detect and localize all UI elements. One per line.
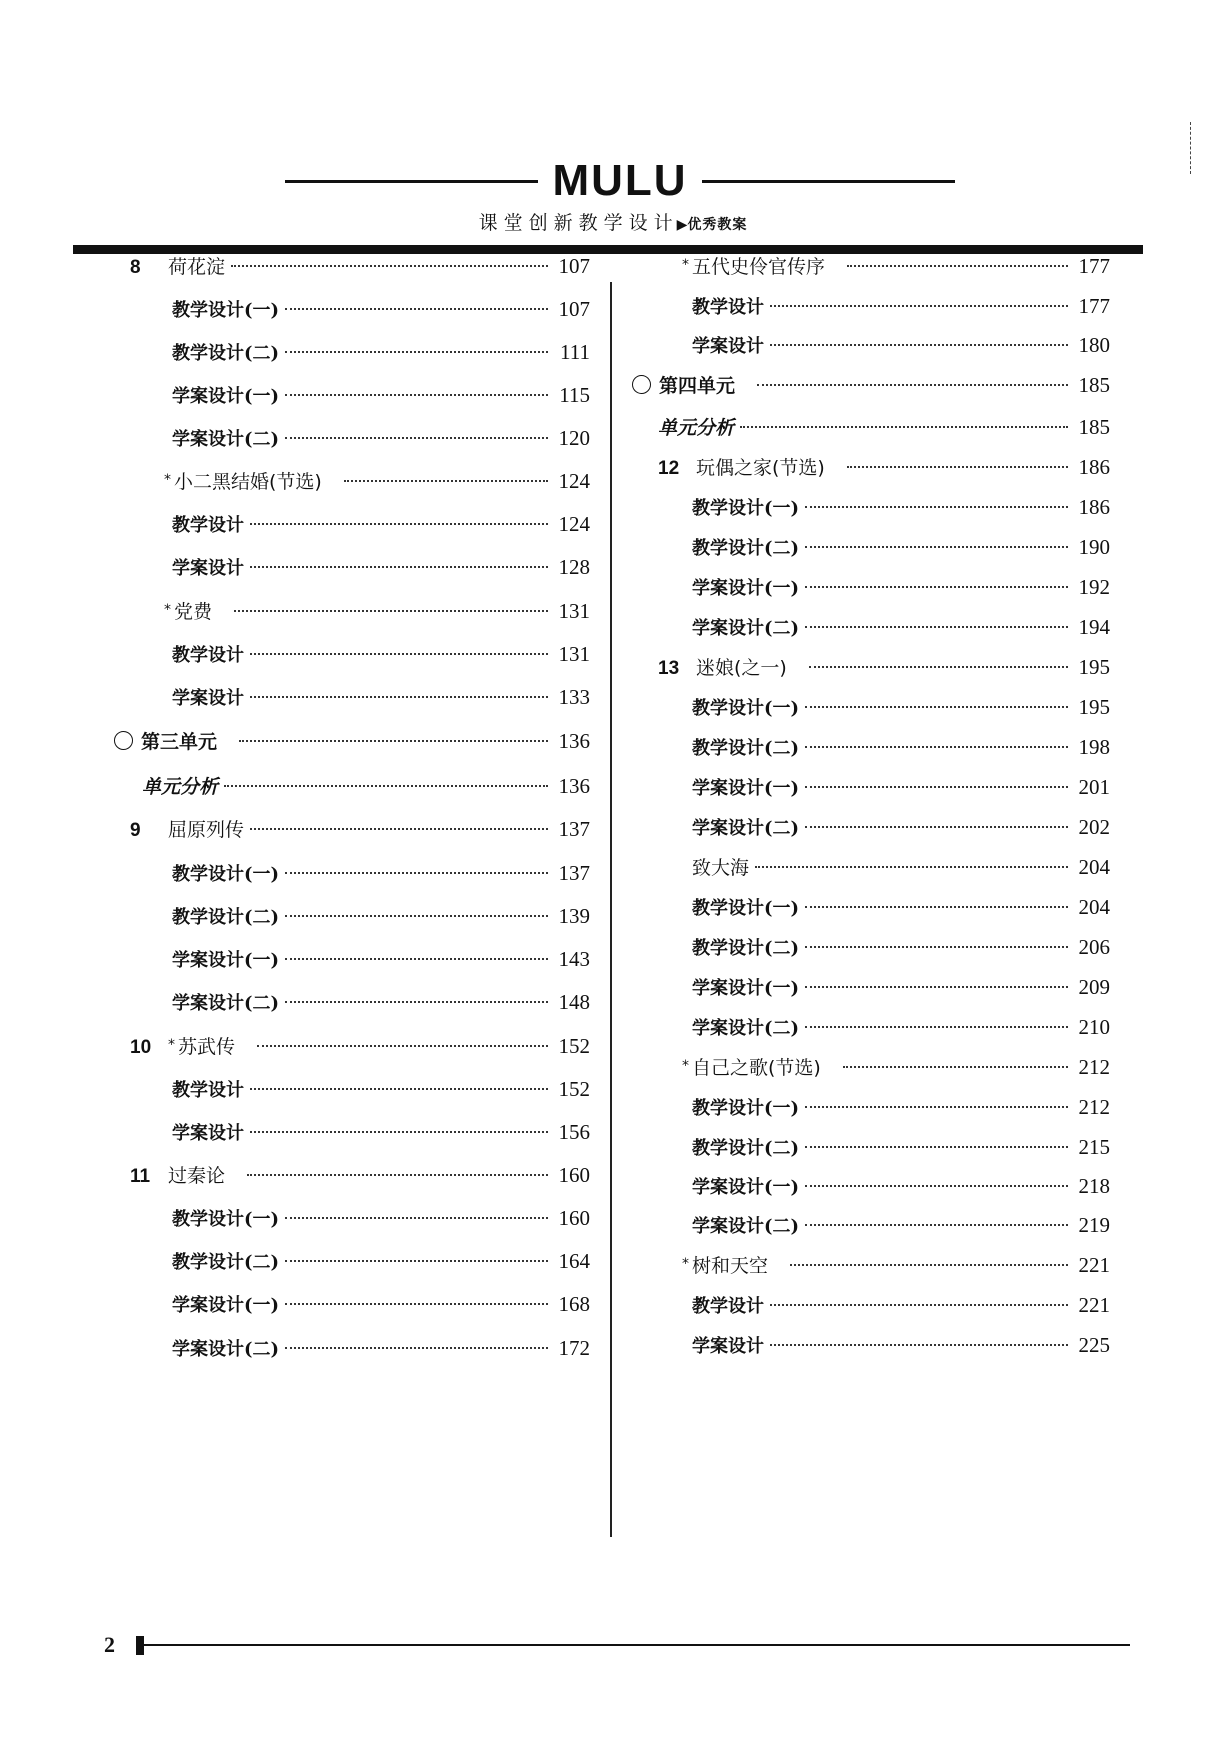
entry-title: 教学设计(二)	[692, 938, 800, 959]
toc-entry[interactable]	[692, 1171, 1110, 1201]
toc-entry[interactable]	[692, 812, 1110, 842]
entry-title: 学案设计(二)	[692, 1216, 800, 1237]
dot-leader	[770, 1344, 1068, 1346]
toc-entry[interactable]	[682, 1250, 1110, 1280]
page-ref: 156	[558, 1120, 590, 1144]
dot-leader	[239, 740, 548, 742]
dot-leader	[285, 915, 548, 917]
toc-entry[interactable]	[172, 901, 590, 931]
dot-leader	[770, 305, 1068, 307]
page-ref: 131	[558, 642, 590, 666]
entry-title: 党费	[174, 601, 213, 623]
entry-title: 学案设计(一)	[692, 978, 800, 999]
entry-title: 学案设计	[172, 688, 244, 709]
dot-leader	[250, 696, 548, 698]
toc-entry[interactable]	[172, 1074, 590, 1104]
toc-entry[interactable]	[692, 1330, 1110, 1360]
dot-leader	[257, 1045, 548, 1047]
dot-leader	[805, 1224, 1068, 1226]
dot-leader	[285, 308, 548, 310]
toc-entry[interactable]	[172, 944, 590, 974]
page-ref: 107	[558, 254, 590, 278]
toc-entry[interactable]	[172, 1333, 590, 1363]
toc-entry[interactable]	[692, 892, 1110, 922]
entry-title: 学案设计(一)	[692, 778, 800, 799]
page-ref: 221	[1078, 1293, 1110, 1317]
entry-title: 荷花淀	[168, 256, 226, 278]
toc-entry[interactable]	[172, 552, 590, 582]
dot-leader	[247, 1174, 548, 1176]
page-ref: 225	[1078, 1333, 1110, 1357]
dot-leader	[285, 351, 548, 353]
entry-title: 致大海	[692, 857, 750, 879]
optional-reading-marker: *	[164, 602, 171, 618]
toc-entry[interactable]	[172, 380, 590, 410]
toc-entry[interactable]	[172, 1203, 590, 1233]
dot-leader	[285, 1303, 548, 1305]
entry-title: 迷娘(之一)	[696, 657, 787, 679]
toc-entry[interactable]	[164, 466, 590, 496]
dot-leader	[250, 1088, 548, 1090]
toc-entry[interactable]	[658, 452, 1110, 482]
entry-title: 学案设计(一)	[172, 1295, 280, 1316]
triangle-arrow-icon: ▶	[676, 217, 688, 233]
page-ref: 111	[560, 340, 590, 364]
series-tag: 优秀教案	[687, 217, 748, 233]
entry-title: 学案设计(一)	[172, 950, 280, 971]
toc-entry[interactable]	[692, 932, 1110, 962]
entry-title: 学案设计(二)	[692, 1018, 800, 1039]
entry-title: 学案设计	[172, 558, 244, 579]
page-ref: 212	[1078, 1095, 1110, 1119]
lesson-number: 9	[130, 820, 141, 841]
dot-leader	[224, 785, 548, 787]
page-ref: 202	[1078, 815, 1110, 839]
entry-title: 教学设计	[692, 1296, 764, 1317]
entry-title: 教学设计(一)	[172, 864, 280, 885]
entry-title: 教学设计(二)	[692, 1138, 800, 1159]
dot-leader	[805, 826, 1068, 828]
dot-leader	[231, 265, 548, 267]
page-title: MULU	[552, 156, 688, 205]
dot-leader	[805, 746, 1068, 748]
page-ref: 180	[1078, 333, 1110, 357]
title-row	[285, 158, 955, 204]
title-rule-left	[285, 180, 538, 183]
dot-leader	[805, 626, 1068, 628]
page-ref: 186	[1078, 495, 1110, 519]
dot-leader	[809, 666, 1068, 668]
entry-title: 学案设计(一)	[692, 1177, 800, 1198]
circle-bullet-icon	[114, 731, 133, 750]
toc-entry[interactable]	[172, 1289, 590, 1319]
entry-title: 教学设计(二)	[172, 343, 280, 364]
toc-entry[interactable]	[682, 1052, 1110, 1082]
dot-leader	[805, 786, 1068, 788]
page-ref: 204	[1078, 855, 1110, 879]
page-ref: 195	[1078, 695, 1110, 719]
page-ref: 160	[558, 1163, 590, 1187]
entry-title: 小二黑结婚(节选)	[174, 471, 322, 493]
dot-leader	[805, 1146, 1068, 1148]
page-ref: 209	[1078, 975, 1110, 999]
page-ref: 177	[1078, 254, 1110, 278]
entry-title: 教学设计(二)	[172, 1252, 280, 1273]
dot-leader	[755, 866, 1068, 868]
entry-title: 教学设计(二)	[172, 907, 280, 928]
dot-leader	[344, 480, 548, 482]
dot-leader	[285, 1217, 548, 1219]
entry-title: 学案设计(二)	[692, 818, 800, 839]
toc-entry[interactable]	[172, 682, 590, 712]
toc-entry[interactable]	[692, 1092, 1110, 1122]
entry-title: 教学设计(二)	[692, 738, 800, 759]
page-ref: 139	[558, 904, 590, 928]
toc-entry[interactable]	[692, 972, 1110, 1002]
page-ref: 152	[558, 1034, 590, 1058]
page-ref: 221	[1078, 1253, 1110, 1277]
toc-entry[interactable]	[172, 1117, 590, 1147]
page-ref: 190	[1078, 535, 1110, 559]
page-ref: 124	[558, 512, 590, 536]
page-ref: 115	[559, 383, 590, 407]
dot-leader	[285, 1260, 548, 1262]
dot-leader	[285, 437, 548, 439]
lesson-number: 10	[130, 1037, 152, 1058]
dot-leader	[285, 872, 548, 874]
page-ref: 124	[558, 469, 590, 493]
toc-entry[interactable]	[172, 337, 590, 367]
toc-entry[interactable]	[682, 251, 1110, 281]
toc-entry[interactable]	[172, 858, 590, 888]
entry-title: 学案设计(一)	[172, 386, 280, 407]
page-ref: 137	[558, 817, 590, 841]
dot-leader	[250, 1131, 548, 1133]
page-ref: 201	[1078, 775, 1110, 799]
dot-leader	[250, 523, 548, 525]
page-ref: 185	[1078, 415, 1110, 439]
dot-leader	[770, 1304, 1068, 1306]
optional-reading-marker: *	[164, 472, 171, 488]
page-ref: 204	[1078, 895, 1110, 919]
page-ref: 131	[558, 599, 590, 623]
toc-entry[interactable]	[172, 639, 590, 669]
dot-leader	[843, 1066, 1068, 1068]
page-ref: 107	[558, 297, 590, 321]
toc-entry[interactable]	[692, 572, 1110, 602]
entry-title: 第三单元	[141, 731, 218, 753]
dot-leader	[770, 344, 1068, 346]
toc-entry[interactable]	[692, 1132, 1110, 1162]
dot-leader	[805, 946, 1068, 948]
page-ref: 195	[1078, 655, 1110, 679]
toc-entry[interactable]	[692, 532, 1110, 562]
toc-entry[interactable]	[130, 1031, 590, 1061]
toc-entry[interactable]	[692, 852, 1110, 882]
dot-leader	[847, 466, 1068, 468]
dot-leader	[234, 610, 548, 612]
dot-leader	[285, 1347, 548, 1349]
toc-entry[interactable]	[658, 412, 1110, 442]
dot-leader	[805, 906, 1068, 908]
entry-title: 学案设计(二)	[172, 993, 280, 1014]
entry-title: 玩偶之家(节选)	[696, 457, 825, 479]
page-ref: 160	[558, 1206, 590, 1230]
toc-entry[interactable]	[692, 1290, 1110, 1320]
entry-title: 学案设计	[692, 1336, 764, 1357]
entry-title: 教学设计(一)	[692, 698, 800, 719]
dot-leader	[790, 1264, 1068, 1266]
toc-entry[interactable]	[692, 732, 1110, 762]
page-ref: 164	[558, 1249, 590, 1273]
toc-entry[interactable]	[130, 814, 590, 844]
toc-entry[interactable]	[692, 1012, 1110, 1042]
page-ref: 206	[1078, 935, 1110, 959]
page-ref: 186	[1078, 455, 1110, 479]
lesson-number: 8	[130, 257, 141, 278]
optional-reading-marker: *	[168, 1037, 175, 1053]
entry-title: 五代史伶官传序	[692, 256, 826, 278]
dot-leader	[847, 265, 1068, 267]
entry-title: 第四单元	[659, 375, 736, 397]
footer-square-marker	[136, 1636, 144, 1655]
toc-entry[interactable]	[692, 692, 1110, 722]
toc-entry[interactable]	[172, 987, 590, 1017]
lesson-number: 12	[658, 458, 680, 479]
page-ref: 192	[1078, 575, 1110, 599]
footer-rule	[144, 1644, 1130, 1646]
toc-entry[interactable]	[172, 294, 590, 324]
entry-title: 教学设计(二)	[692, 538, 800, 559]
entry-title: 过秦论	[168, 1165, 226, 1187]
entry-title: 单元分析	[658, 417, 735, 439]
dot-leader	[757, 384, 1068, 386]
page-ref: 185	[1078, 373, 1110, 397]
entry-title: 教学设计(一)	[172, 1209, 280, 1230]
toc-entry[interactable]	[114, 726, 590, 756]
entry-title: 学案设计(二)	[172, 1339, 280, 1360]
column-divider	[610, 282, 612, 1537]
page-ref: 128	[558, 555, 590, 579]
circle-bullet-icon	[632, 375, 651, 394]
toc-entry[interactable]	[142, 771, 590, 801]
entry-title: 教学设计(一)	[692, 498, 800, 519]
page-ref: 219	[1078, 1213, 1110, 1237]
entry-title: 学案设计(一)	[692, 578, 800, 599]
toc-entry[interactable]	[172, 423, 590, 453]
page-ref: 148	[558, 990, 590, 1014]
entry-title: 自己之歌(节选)	[692, 1057, 821, 1079]
optional-reading-marker: *	[682, 257, 689, 273]
scan-margin-mark	[1190, 122, 1191, 174]
optional-reading-marker: *	[682, 1256, 689, 1272]
dot-leader	[740, 426, 1068, 428]
entry-title: 学案设计	[172, 1123, 244, 1144]
page-ref: 215	[1078, 1135, 1110, 1159]
page-ref: 136	[558, 774, 590, 798]
page-footer	[100, 1630, 1130, 1660]
dot-leader	[285, 1001, 548, 1003]
page-ref: 152	[558, 1077, 590, 1101]
entry-title: 单元分析	[142, 776, 219, 798]
toc-entry[interactable]	[130, 1160, 590, 1190]
toc-entry[interactable]	[130, 251, 590, 281]
entry-title: 苏武传	[178, 1036, 236, 1058]
entry-title: 学案设计	[692, 336, 764, 357]
dot-leader	[805, 706, 1068, 708]
toc-entry[interactable]	[164, 596, 590, 626]
dot-leader	[805, 986, 1068, 988]
lesson-number: 11	[130, 1166, 151, 1187]
page-ref: 133	[558, 685, 590, 709]
toc-entry[interactable]	[692, 1210, 1110, 1240]
entry-title: 教学设计(一)	[692, 898, 800, 919]
page-number: 2	[104, 1632, 115, 1657]
dot-leader	[285, 394, 548, 396]
toc-entry[interactable]	[172, 1246, 590, 1276]
toc-entry[interactable]	[692, 612, 1110, 642]
toc-entry[interactable]	[632, 370, 1110, 400]
dot-leader	[250, 653, 548, 655]
page-ref: 177	[1078, 294, 1110, 318]
page-ref: 143	[558, 947, 590, 971]
entry-title: 学案设计(二)	[172, 429, 280, 450]
entry-title: 教学设计	[172, 515, 244, 536]
title-rule-right	[702, 180, 955, 183]
entry-title: 教学设计	[692, 297, 764, 318]
lesson-number: 13	[658, 658, 680, 679]
book-series-title: 课堂创新教学设计	[478, 212, 679, 234]
toc-entry[interactable]	[692, 330, 1110, 360]
dot-leader	[805, 1185, 1068, 1187]
entry-title: 教学设计	[172, 1080, 244, 1101]
dot-leader	[250, 828, 548, 830]
subtitle	[0, 208, 1226, 235]
entry-title: 教学设计(一)	[692, 1098, 800, 1119]
page-ref: 137	[558, 861, 590, 885]
dot-leader	[805, 586, 1068, 588]
optional-reading-marker: *	[682, 1058, 689, 1074]
page-ref: 210	[1078, 1015, 1110, 1039]
dot-leader	[805, 1026, 1068, 1028]
page-ref: 120	[558, 426, 590, 450]
page-ref: 172	[558, 1336, 590, 1360]
page-ref: 168	[558, 1292, 590, 1316]
entry-title: 树和天空	[692, 1255, 769, 1277]
dot-leader	[805, 546, 1068, 548]
toc-entry[interactable]	[172, 509, 590, 539]
dot-leader	[805, 506, 1068, 508]
dot-leader	[285, 958, 548, 960]
entry-title: 屈原列传	[168, 819, 245, 841]
page-ref: 218	[1078, 1174, 1110, 1198]
dot-leader	[805, 1106, 1068, 1108]
toc-entry[interactable]	[692, 291, 1110, 321]
page-ref: 212	[1078, 1055, 1110, 1079]
entry-title: 学案设计(二)	[692, 618, 800, 639]
toc-entry[interactable]	[692, 772, 1110, 802]
entry-title: 教学设计(一)	[172, 300, 280, 321]
dot-leader	[250, 566, 548, 568]
page-ref: 194	[1078, 615, 1110, 639]
toc-entry[interactable]	[658, 652, 1110, 682]
toc-entry[interactable]	[692, 492, 1110, 522]
entry-title: 教学设计	[172, 645, 244, 666]
page-ref: 136	[558, 729, 590, 753]
page-ref: 198	[1078, 735, 1110, 759]
